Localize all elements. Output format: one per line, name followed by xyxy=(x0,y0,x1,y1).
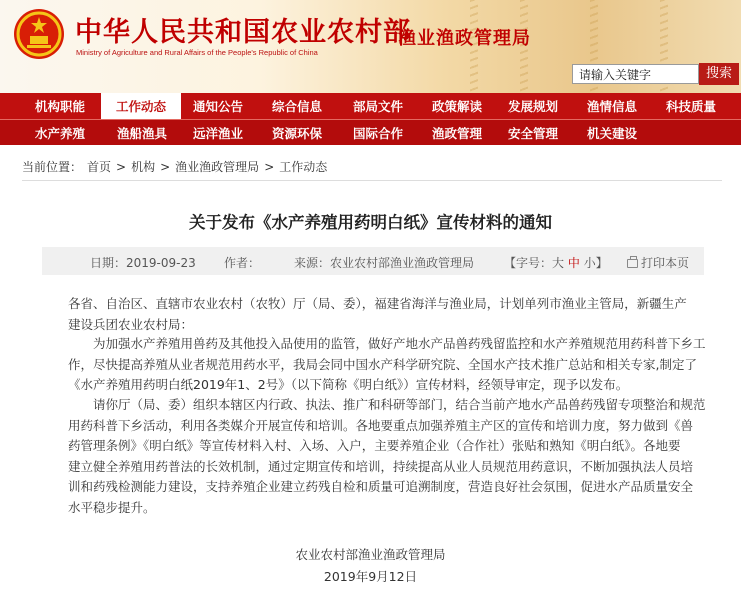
text-line: 为加强水产养殖用兽药及其他投入品使用的监管，做好产地水产品兽药残留监控和水产养殖规范用药科普下乡工 xyxy=(68,336,706,351)
text-line: 训和药残检测能力建设，支持养殖企业建立药残自检和质量可追溯制度，营造良好社会氛围，促进水产品质量安全 xyxy=(68,479,694,494)
paragraph-2 xyxy=(68,395,706,518)
site-title-en: Ministry of Agriculture and Rural Affairs of the People's Republic of China xyxy=(76,48,318,57)
font-size-medium-button[interactable]: 中 xyxy=(567,256,580,270)
print-label: 打印本页 xyxy=(641,256,690,270)
nav-item-ziyuan[interactable]: 资源环保 xyxy=(271,125,322,141)
font-size-small-button[interactable]: 小 xyxy=(583,256,596,270)
salutation xyxy=(68,294,688,335)
source-value: 农业农村部渔业渔政管理局 xyxy=(330,256,475,270)
text-line: 《水产养殖用药明白纸2019年1、2号》（以下简称《明白纸》）宣传材料，经领导审定，现予以发布。 xyxy=(68,377,629,392)
breadcrumb-link-bureau[interactable]: 渔业渔政管理局 xyxy=(175,160,260,174)
breadcrumb-separator: > xyxy=(160,160,171,174)
text-line: 用药科普下乡活动，利用各类媒介开展宣传和培训。各地要重点加强养殖主产区的宣传和培训力度，努力做到《兽 xyxy=(68,417,694,433)
breadcrumb-separator: > xyxy=(264,160,275,174)
nav-item-fazhan[interactable]: 发展规划 xyxy=(507,99,558,114)
date-value: 2019-09-23 xyxy=(126,256,196,270)
nav-item-tongzhi[interactable]: 通知公告 xyxy=(192,99,243,114)
date-meta xyxy=(90,254,196,271)
breadcrumb-link-current[interactable]: 工作动态 xyxy=(279,160,328,174)
nav-item-gongzuo[interactable]: 工作动态 xyxy=(101,93,181,119)
sign-date: 2019年9月12日 xyxy=(323,569,418,584)
nav-item-guoji[interactable]: 国际合作 xyxy=(352,125,403,141)
text-line: 请你厅（局、委）组织本辖区内行政、执法、推广和科研等部门，结合当前产地水产品兽药残留专项整治和规范 xyxy=(68,397,706,412)
date-label: 日期： xyxy=(90,256,127,270)
font-size-label: 【字号： xyxy=(504,256,553,270)
text-line: 药管理条例》《明白纸》等宣传材料入村、入场、入户，主要养殖企业（合作社）张贴和熟知《明白纸》。各地要 xyxy=(68,438,681,453)
paragraph-1 xyxy=(68,334,706,396)
breadcrumb-link-home[interactable]: 首页 xyxy=(87,160,112,174)
text-line: 水平稳步提升。 xyxy=(68,499,156,515)
text-line: 建设兵团农业农村局： xyxy=(68,316,194,332)
search-input[interactable] xyxy=(572,64,699,84)
author-label: 作者： xyxy=(224,256,261,270)
nav-item-zhengce[interactable]: 政策解读 xyxy=(431,99,482,114)
nav-item-yuchuan[interactable]: 渔船渔具 xyxy=(116,125,167,141)
department-title: 渔业渔政管理局 xyxy=(398,28,531,49)
font-size-control xyxy=(504,254,608,271)
font-size-large-button[interactable]: 大 xyxy=(552,256,565,270)
divider xyxy=(22,180,722,181)
source-meta xyxy=(294,254,474,271)
printer-icon xyxy=(627,259,638,268)
text-line: 各省、自治区、直辖市农业农村（农牧）厅（局、委），福建省海洋与渔业局，计划单列市渔业主管局，新疆生产 xyxy=(68,296,687,311)
signature: 农业农村部渔业渔政管理局 xyxy=(295,547,446,562)
text-line: 作，尽快提高养殖从业者规范用药水平，我局会同中国水产科学研究院、全国水产技术推广总站和相关专家,制定了 xyxy=(68,356,697,372)
nav-item-keji[interactable]: 科技质量 xyxy=(665,99,716,114)
breadcrumb-link-jigou[interactable]: 机构 xyxy=(131,160,156,174)
nav-item-zonghe[interactable]: 综合信息 xyxy=(271,99,322,114)
site-title[interactable]: 中华人民共和国农业农村部 xyxy=(75,17,411,48)
article-meta-bar xyxy=(42,247,704,275)
print-button[interactable] xyxy=(627,254,689,271)
nav-item-buju[interactable]: 部局文件 xyxy=(352,99,403,114)
nav-item-yuanyang[interactable]: 远洋渔业 xyxy=(192,125,243,141)
breadcrumb-separator: > xyxy=(116,160,127,174)
breadcrumb-label: 当前位置： xyxy=(22,160,83,174)
font-size-close: 】 xyxy=(595,256,608,270)
article-title: 关于发布《水产养殖用药明白纸》宣传材料的通知 xyxy=(189,213,552,232)
nav-item-jigou[interactable]: 机构职能 xyxy=(34,99,85,114)
source-label: 来源： xyxy=(294,256,331,270)
site-header xyxy=(0,0,741,93)
nav-item-yuqing[interactable]: 渔情信息 xyxy=(586,99,637,114)
nav-item-yuzheng[interactable]: 渔政管理 xyxy=(431,125,482,141)
search-button[interactable]: 搜索 xyxy=(699,63,739,85)
secondary-nav xyxy=(0,120,741,145)
nav-item-anquan[interactable]: 安全管理 xyxy=(507,125,558,141)
national-emblem-icon[interactable] xyxy=(13,8,65,60)
breadcrumb xyxy=(22,158,332,175)
text-line: 建立健全养殖用药普法的长效机制，通过定期宣传和培训，持续提高从业人员规范用药意识，不断加强执法人员培 xyxy=(68,458,694,474)
nav-item-jiguan[interactable]: 机关建设 xyxy=(586,125,637,141)
main-nav xyxy=(0,93,741,119)
nav-item-shuichan[interactable]: 水产养殖 xyxy=(34,125,85,141)
